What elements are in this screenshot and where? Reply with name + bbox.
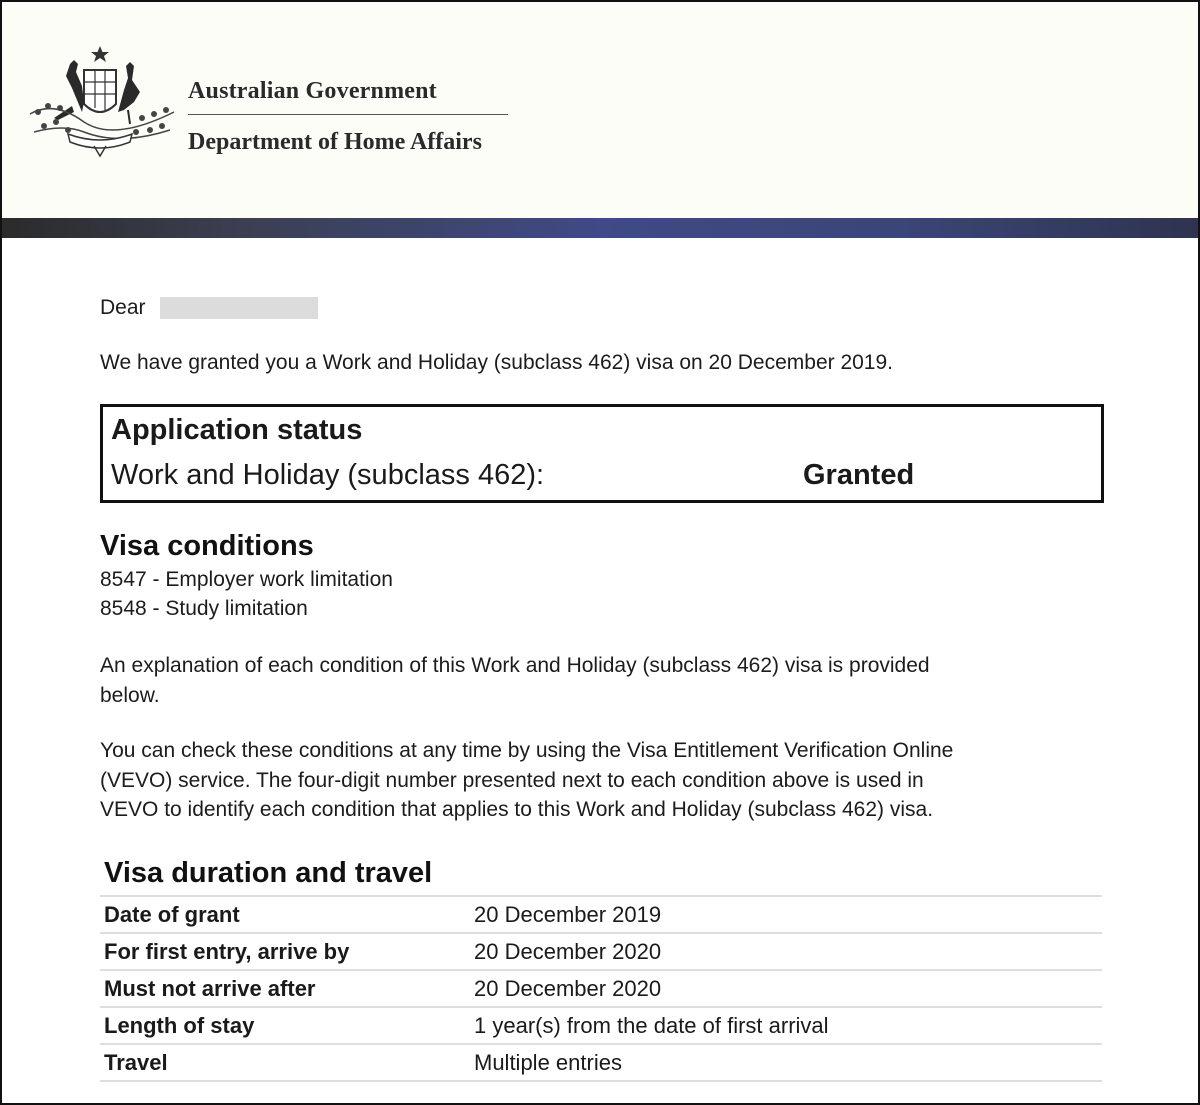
table-row — [100, 896, 1102, 933]
row-value: 20 December 2020 — [470, 933, 1102, 970]
salutation: Dear — [100, 296, 146, 319]
application-status-title: Application status — [111, 414, 363, 446]
header-stripe — [2, 218, 1198, 238]
condition-item: 8548 - Study limitation — [100, 597, 308, 620]
application-status-value: Granted — [803, 459, 915, 491]
table-row — [100, 1007, 1102, 1044]
application-status-box — [100, 404, 1104, 503]
redacted-name — [160, 297, 318, 319]
application-status-label: Work and Holiday (subclass 462): — [111, 459, 545, 491]
row-value: 1 year(s) from the date of first arrival — [470, 1007, 1102, 1044]
table-row — [100, 933, 1102, 970]
vevo-text: VEVO to identify each condition that applies to this Work and Holiday (subclass 462) visa. — [100, 798, 934, 821]
government-name: Australian Government — [188, 78, 437, 104]
explanation-text: below. — [100, 684, 160, 707]
table-row — [100, 1044, 1102, 1081]
coat-of-arms-icon — [24, 42, 179, 162]
row-label: Must not arrive after — [100, 970, 470, 1007]
explanation-text: An explanation of each condition of this Work and Holiday (subclass 462) visa is provided — [100, 654, 930, 677]
table-row — [100, 970, 1102, 1007]
visa-duration-table — [100, 895, 1102, 1082]
grant-intro: We have granted you a Work and Holiday (subclass 462) visa on 20 December 2019. — [100, 351, 893, 374]
row-label: For first entry, arrive by — [100, 933, 470, 970]
row-value: Multiple entries — [470, 1044, 1102, 1081]
letterhead — [2, 2, 1198, 218]
row-label: Date of grant — [100, 896, 470, 933]
row-value: 20 December 2020 — [470, 970, 1102, 1007]
row-label: Length of stay — [100, 1007, 470, 1044]
vevo-text: (VEVO) service. The four-digit number presented next to each condition above is used in — [100, 769, 924, 792]
row-value: 20 December 2019 — [470, 896, 1102, 933]
row-label: Travel — [100, 1044, 470, 1081]
header-divider — [188, 114, 508, 115]
vevo-text: You can check these conditions at any time by using the Visa Entitlement Verification Online — [100, 739, 954, 762]
visa-duration-heading: Visa duration and travel — [104, 857, 433, 889]
visa-conditions-heading: Visa conditions — [100, 530, 314, 562]
department-name: Department of Home Affairs — [188, 129, 482, 155]
condition-item: 8547 - Employer work limitation — [100, 568, 393, 591]
